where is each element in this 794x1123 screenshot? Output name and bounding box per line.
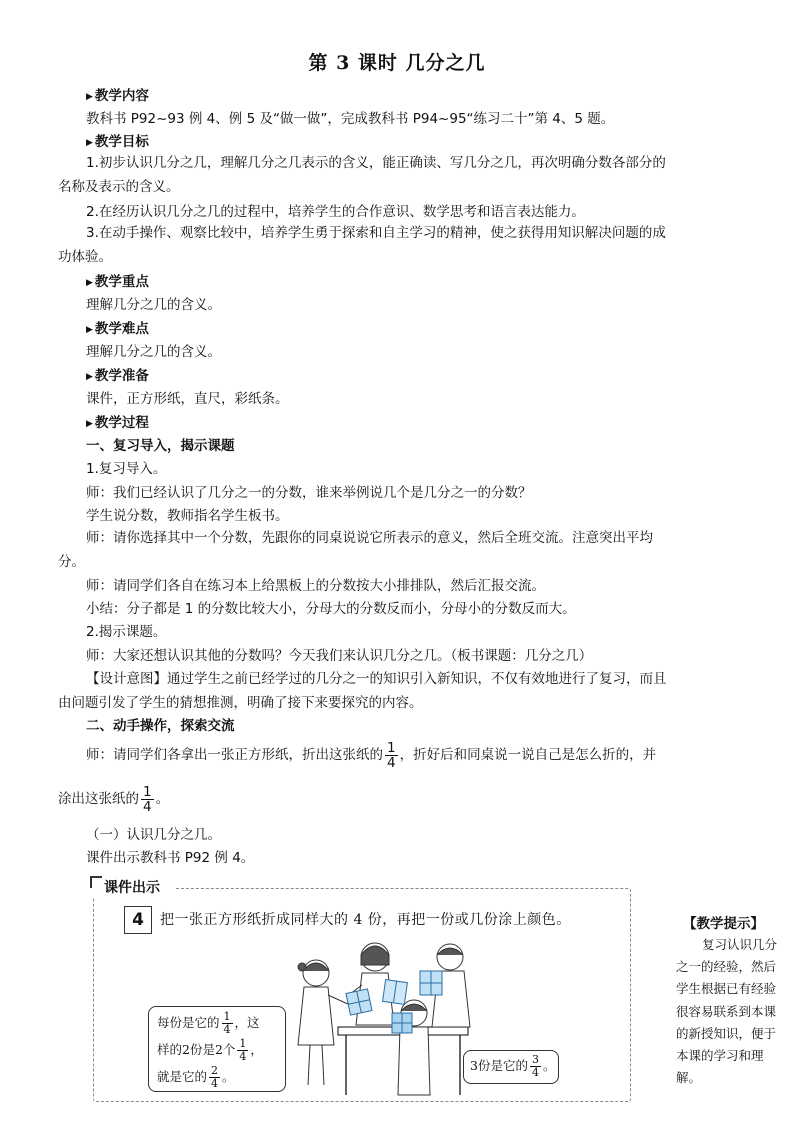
difficulty-text: 理解几分之几的含义。 [86, 344, 221, 360]
bubble-right-text-b: 。 [542, 1058, 556, 1073]
bubble-left-line1 [157, 1009, 285, 1036]
heading-content-label: 教学内容 [94, 88, 149, 104]
key-text: 理解几分之几的含义。 [86, 297, 221, 313]
heading-difficulty [86, 319, 698, 340]
s1-step1: 1.复习导入。 [86, 461, 167, 477]
prep-text: 课件，正方形纸，直尺，彩纸条。 [86, 391, 289, 407]
triangle-bullet-icon: ▶ [86, 372, 93, 382]
s2-line1 [86, 738, 698, 772]
triangle-bullet-icon: ▶ [86, 325, 93, 335]
section-1-title: 一、复习导入，揭示课题 [86, 438, 235, 454]
courseware-tag [88, 876, 176, 898]
speech-bubble-left [148, 1006, 286, 1092]
bubble-left-line3-text-a: 就是它的 [157, 1069, 208, 1084]
s1-line4: 师：请同学们各自在练习本上给黑板上的分数按大小排排队，然后汇报交流。 [86, 578, 545, 594]
fraction-numerator: 1 [143, 783, 152, 800]
sub-1-title: （一）认识几分之几。 [86, 827, 221, 843]
content-text: 教科书 P92~93 例 4、例 5 及“做一做”，完成教科书 P94~95“练习二十”第 4、5 题。 [86, 111, 615, 127]
s2-line2 [58, 782, 670, 816]
heading-difficulty-label: 教学难点 [94, 321, 149, 337]
triangle-bullet-icon: ▶ [86, 278, 93, 288]
speech-bubble-right [463, 1050, 559, 1084]
triangle-bullet-icon: ▶ [86, 92, 93, 102]
fraction-denominator: 4 [239, 1050, 247, 1063]
s2-line2-text-b: 。 [155, 791, 170, 807]
bubble-left-line2-text-b: ， [250, 1042, 263, 1057]
fraction-denominator: 4 [143, 798, 152, 815]
design-note: 【设计意图】通过学生之前已经学过的几分之一的知识引入新知识，不仅有效地进行了复习，而且由问题引发了学生的猜想推测，明确了接下来要探究的内容。 [58, 671, 667, 711]
bubble-left-line3-text-b: 。 [222, 1069, 235, 1084]
fraction-denominator: 4 [223, 1023, 231, 1036]
example-text: 把一张正方形纸折成同样大的 4 份，再把一份或几份涂上颜色。 [160, 912, 571, 928]
bubble-left-line2-text-a: 样的2份是2个 [157, 1042, 236, 1057]
s1-step2: 2.揭示课题。 [86, 624, 167, 640]
goal-2: 2.在经历认识几分之几的过程中，培养学生的合作意识、数学思考和语言表达能力。 [86, 204, 585, 220]
fraction-denominator: 4 [531, 1066, 539, 1079]
example-number: 4 [124, 906, 152, 934]
fraction-one-quarter [237, 1038, 248, 1063]
fraction-one-quarter [141, 785, 154, 814]
fraction-three-quarters [530, 1054, 541, 1079]
s1-line3: 师：请你选择其中一个分数，先跟你的同桌说说它所表示的意义，然后全班交流。注意突出平均分。 [58, 530, 653, 570]
s2-line1-text-b: ，折好后和同桌说一说自己是怎么折的，并 [399, 747, 657, 763]
courseware-tag-label: 课件出示 [104, 880, 160, 896]
bubble-left-line3 [157, 1063, 285, 1090]
teaching-tips-body: 复习认识几分之一的经验，然后学生根据已有经验很容易联系到本课的新授知识，便于本课的学习和理解。 [676, 937, 778, 1086]
goal-1: 1.初步认识几分之几，理解几分之几表示的含义，能正确读、写几分之几，再次明确分数各部分的名称及表示的含义。 [58, 155, 666, 195]
heading-goals [86, 132, 698, 153]
heading-process [86, 413, 698, 434]
bubble-left-line2 [157, 1036, 285, 1063]
s2-line2-text-a: 涂出这张纸的 [58, 791, 139, 807]
sub-1-line1: 课件出示教科书 P92 例 4。 [86, 850, 255, 866]
bubble-left-line1-text-b: ，这 [234, 1015, 260, 1030]
heading-content [86, 86, 698, 107]
section-2-title: 二、动手操作，探索交流 [86, 718, 235, 734]
heading-prep [86, 366, 698, 387]
heading-goals-label: 教学目标 [94, 134, 149, 150]
heading-key [86, 272, 698, 293]
bubble-right-text-a: 3份是它的 [470, 1058, 528, 1073]
s1-line1: 师：我们已经认识了几分之一的分数，谁来举例说几个是几分之一的分数？ [86, 485, 532, 501]
heading-process-label: 教学过程 [94, 415, 149, 431]
s1-line5: 小结：分子都是 1 的分数比较大小，分母大的分数反而小，分母小的分数反而大。 [86, 601, 576, 617]
heading-prep-label: 教学准备 [94, 368, 149, 384]
corner-mark-icon [90, 876, 102, 888]
fraction-numerator: 1 [239, 1037, 247, 1050]
teaching-tips-title: 【教学提示】 [683, 916, 764, 932]
fraction-denominator: 4 [387, 754, 396, 771]
page-title: 第 3 课时 几分之几 [308, 52, 486, 74]
heading-key-label: 教学重点 [94, 274, 149, 290]
fraction-denominator: 4 [211, 1077, 219, 1090]
goal-3: 3.在动手操作、观察比较中，培养学生勇于探索和自主学习的精神，使之获得用知识解决问题的成功体验。 [58, 225, 666, 265]
triangle-bullet-icon: ▶ [86, 419, 93, 429]
s2-line1-text-a: 师：请同学们各拿出一张正方形纸，折出这张纸的 [86, 747, 383, 763]
girl-left-figure [298, 960, 350, 1085]
fraction-one-quarter [222, 1011, 233, 1036]
fraction-one-quarter [385, 741, 398, 770]
fraction-two-quarters [209, 1065, 220, 1090]
fraction-numerator: 3 [531, 1053, 539, 1066]
s1-line6: 师：大家还想认识其他的分数吗？今天我们来认识几分之几。（板书课题：几分之几） [86, 648, 593, 664]
fraction-numerator: 2 [211, 1064, 219, 1077]
fraction-numerator: 1 [387, 739, 396, 756]
bubble-left-line1-text-a: 每份是它的 [157, 1015, 220, 1030]
fraction-numerator: 1 [223, 1010, 231, 1023]
triangle-bullet-icon: ▶ [86, 138, 93, 148]
children-folding-paper-illustration [280, 935, 480, 1100]
s1-line2: 学生说分数，教师指名学生板书。 [86, 508, 289, 524]
